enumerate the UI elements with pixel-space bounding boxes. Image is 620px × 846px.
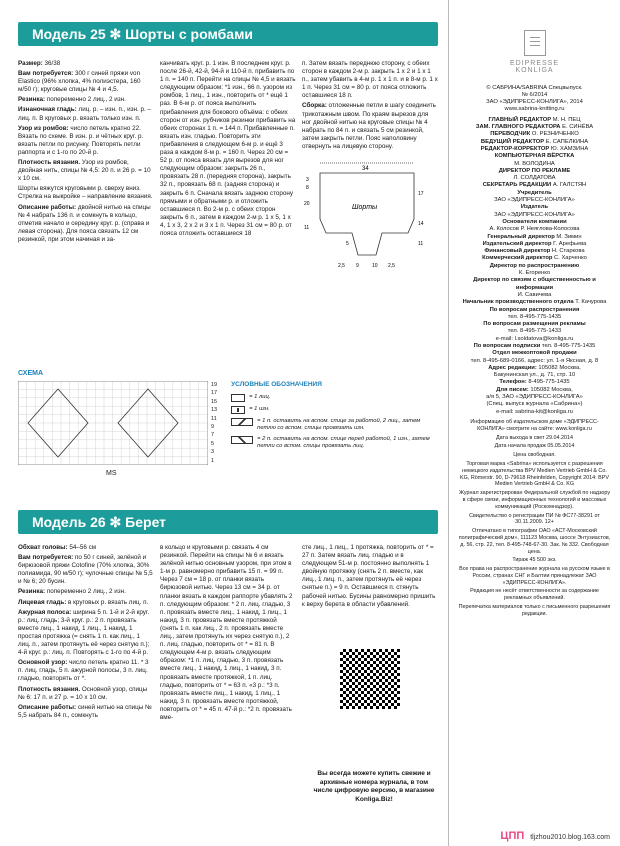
staff-role: СЕКРЕТАРЬ РЕДАКЦИИ <box>482 182 552 189</box>
model26-heading: Лицевая гладь: <box>18 598 67 606</box>
staff-line: ЗАМ. ГЛАВНОГО РЕДАКТОРА Е. СИНЁВА <box>475 124 594 131</box>
row-number: 9 <box>211 424 215 431</box>
staff-role: Издатель <box>520 204 549 211</box>
staff-role: Телефон: <box>499 379 527 386</box>
staff-role: По вопросам подписки <box>473 342 541 349</box>
model25-para: Узор из ромбов: число петель кратно 22. Вязать по схеме. В изн. р. и чётных круг. р. вязать петли по рисунку. Повторять петли раппорта и с 1-го по 20-й р. <box>18 124 144 156</box>
model26-para: Лицевая гладь: в круговых р. вязать лиц. п. <box>18 598 149 606</box>
legend-title: УСЛОВНЫЕ ОБОЗНАЧЕНИЯ <box>231 381 322 388</box>
staff-role: ЗАМ. ГЛАВНОГО РЕДАКТОРА <box>475 124 561 131</box>
staff-role: Отдел межкоптовой продажи <box>492 350 577 357</box>
staff-line <box>457 219 612 226</box>
imprint-line: ЗАО «ЭДИПРЕСС-КОНЛИГА», 2014 <box>486 99 583 106</box>
staff-line: ЗАО «ЭДИПРЕСС-КОНЛИГА» <box>494 211 575 218</box>
staff-line: тел. 8-495-775-1433 <box>507 328 562 335</box>
dim-label: 11 <box>418 241 424 248</box>
staff-line: По вопросам подписки тел. 8-495-775-1435 <box>473 342 596 349</box>
staff-role: ПЕРЕВОДЧИК <box>490 131 531 138</box>
qr-code[interactable] <box>340 649 400 709</box>
model26-para: Ажурная полоса: ширина 5 п. 1-й и 2-й круг. р.: лиц. гладь; 3-й круг. р.: 2 п. провязать вместе лиц., 1 накид, 1 лиц., 1 накид, 1 простая протяжка (= снять 1 п. как лиц., 1 лиц. п., затем протянуть её через снятую п.); 4-й круг. р.: лиц. п. Повторять с 1-го по 4-й р. <box>18 608 150 657</box>
dim-label: 14 <box>418 221 424 228</box>
model26-col3-text: сте лиц., 1 лиц., 1 протяжка, повторить от * = 27 п. Затем вязать лиц. гладью и в следующем 51-м р. постоянно выполнять 1 двойную протяжку (снять 2 п. вместе, как лиц., 1 лиц. п., затем протянуть её через снятые п.) = 9 п. Оставшиеся п. стянуть рабочей нитью. Бусины равномерно пришить к верху берета в области убавлений. <box>302 544 436 608</box>
dim-label: 9 <box>356 263 359 270</box>
row-number: 13 <box>211 407 218 414</box>
staff-line: e-mail: l.soldatova@konliga.ru <box>495 335 574 342</box>
model25-para: Описание работы: двойной нитью на спицы № 4 набрать 136 п. и сомкнуть в кольцо, отметив начало и середину круг. р. (справа и левая сторона). Для пояса связать 12 см резинкой, при этом начиная и за- <box>18 203 151 243</box>
staff-line <box>457 307 612 314</box>
staff-line: И. Савичева <box>517 291 552 298</box>
model26-banner: Модель 26 ✻ Берет <box>18 510 438 534</box>
staff-line: К. Егоренко <box>518 270 551 277</box>
info-line: Дата начала продаж 05.05.2014 <box>494 443 575 450</box>
dim-label: 11 <box>304 225 310 232</box>
footer-url: tljzhou2010.blog.163.com <box>530 834 610 841</box>
model25-para: Плотность вязания. Узор из ромбов, двойная нить, спицы № 4,5: 20 п. и 26 р. = 10 х 10 см. <box>18 159 151 183</box>
staff-line <box>457 204 612 211</box>
dim-label: 10 <box>372 263 378 270</box>
staff-line: (Спец. выпуск журнала «Сабрина») <box>486 401 583 408</box>
legend-item <box>231 394 438 402</box>
promo-text: Вы всегда можете купить свежие и архивные номера журнала, в том числе цифровую версию, в магазине Konliga.Biz! <box>313 770 435 803</box>
staff-role: Коммерческий директор <box>482 255 553 262</box>
model26-para: Плотность вязания. Основной узор, спицы № 6: 17 п. и 27 р. = 10 х 10 см. <box>18 685 148 701</box>
staff-role: КОМПЬЮТЕРНАЯ ВЁРСТКА <box>494 153 575 160</box>
staff-line <box>457 190 612 197</box>
model25-para: Вам потребуется: 300 г синей пряжи von Elastico (96% хлопка, 4% полиэстера, 160 м/50 г); круговые спицы № 4 и 4,5. <box>18 70 141 94</box>
legend-symbol <box>231 406 245 414</box>
model25-heading: Сборка: <box>302 102 327 110</box>
legend-item <box>231 406 438 414</box>
info-line: Редакция не несёт ответственности за содержание рекламных объявлений. <box>470 588 599 602</box>
staff-role: Издательский директор <box>482 240 552 247</box>
staff-line: Для писем: 105082 Москва, <box>496 386 573 393</box>
legend-text: = 2 п. оставить на вспом. спице перед работой, 1 изн., затем петли со вспом. спицы провязать лиц. <box>257 436 430 449</box>
model25-para: Изнаночная гладь: лиц. р. – изн. п., изн. р. – лиц. п. В круговых р. вязать только изн. п. <box>18 106 152 122</box>
logo-icon <box>524 30 546 56</box>
staff-line: Коммерческий директор С. Харченко <box>482 255 587 262</box>
dim-label: 2,5 <box>338 263 345 270</box>
staff-line: а/я 5, ЗАО «ЭДИПРЕСС-КОНЛИГА» <box>486 394 583 401</box>
row-number: 19 <box>211 382 218 388</box>
dim-label: 17 <box>418 191 424 198</box>
model25-heading: Размер: <box>18 60 43 67</box>
model25-heading: Резинка: <box>18 96 46 104</box>
dim-label: 2,5 <box>388 263 395 270</box>
staff-line: ВЕДУЩИЙ РЕДАКТОР Е. САПЕЛКИНА <box>480 138 589 145</box>
staff-role: РЕДАКТОР-КОРРЕКТОР <box>480 145 550 152</box>
staff-role: Начальник производственного отдела <box>462 299 574 306</box>
imprint-line: © САБРИНА/SABRINA Спецвыпуск. <box>486 84 583 91</box>
staff-line: тел. 8-495-689-0166, адрес: ул. 1-я Яксная, д. 8 <box>470 357 599 364</box>
ms-label: MS <box>106 470 117 477</box>
staff-line: ЗАО «ЭДИПРЕСС-КОНЛИГА» <box>494 197 575 204</box>
dim-34: 34 <box>362 166 369 173</box>
legend-symbol <box>231 418 253 426</box>
staff-role: Адрес редакции: <box>488 364 537 371</box>
info-line: Информацию об издательском доме «ЭДИПРЕСС-КОНЛИГА» смотрите на сайте: www.konliga.ru <box>470 418 599 432</box>
staff-line: Л. СОЛДАТОВА <box>513 175 556 182</box>
model26-para: Описание работы: синей нитью на спицы № 5,5 набрать 84 п., сомкнуть <box>18 703 152 719</box>
logo-line1: EDIPRESSE <box>509 60 560 67</box>
model26-para: Обхват головы: 54–56 см <box>18 544 97 551</box>
model25-heading: Изнаночная гладь: <box>18 106 77 114</box>
model25-para: Резинка: попеременно 2 лиц., 2 изн. <box>18 96 126 104</box>
legend-text: = 1 лиц. <box>249 394 271 400</box>
model26-col1 <box>18 544 154 722</box>
model25-heading: Описание работы: <box>18 203 77 211</box>
staff-line: e-mail: sabrina-kit@konliga.ru <box>496 408 573 415</box>
staff-line: Адрес редакции: 105082 Москва, <box>488 364 581 371</box>
staff-line: Бакунинская ул., д. 71, стр. 10 <box>493 372 576 379</box>
model26-heading: Обхват головы: <box>18 544 68 551</box>
shorts-pattern-diagram <box>302 159 436 279</box>
info-line: Свидетельство о регистрации ПИ № ФС77-38291 от 30.11.2009. 12+ <box>469 512 600 526</box>
staff-line <box>457 168 612 175</box>
staff-line: Телефон: 8-495-775-1435 <box>499 379 570 386</box>
row-number: 1 <box>211 457 215 464</box>
imprint-line: www.sabrina-knitting.ru <box>504 106 565 113</box>
logo-line2: KONLIGA <box>515 67 554 75</box>
staff-role: Директор по связям с общественностью и информации <box>473 277 596 291</box>
model26-para: Вам потребуется: по 50 г синей, зелёной и бирюзовой пряжи Cotofine (70% хлопка, 30% полиамида, 90 м/50 г); чулочные спицы № 5,5 и № 6; 20 бусин. <box>18 554 153 586</box>
model25-col2-text: канчивать круг. р. 1 изн. В последнем круг. р. после 26-й, 42-й, 94-й и 110-й п. прибавить по 1 п. = 140 п. Перейти на спицы № 4,5 и вязать следующим образом: *1 изн., 66 п. узором из ромбов, 1 лиц., 1 изн., повторить от * ещё 1 раз. В 6-м р. от пояса выполнить прибавления для бокового объёма: с обеих сторон от изн. рубчиков резинки прибавить на обеих сторонах 1 п. = 144 п. Прибавленные п. вязать изн. гладью. Повторить эти прибавления в следующем 6-м р. и ещё 3 раза в каждом 8-м р. = 160 п. Через 20 см = 52 р. от пояса вязать для вырезов для ног следующим образом: закрыть 26 п., провязать 28 п. (передняя сторона), закрыть 32 п., провязать 68 п. (задняя сторона) и закрыть 6 п. Сначала вязать заднюю сторону прямыми и обратными р. и отложить оставшиеся п. Во 2-м р. с обеих сторон закрыть 6 п., затем в каждом 2-м р. 1 х 5, 1 х 4, 1 х 3, 2 х 2 и 3 х 1 п. Через 31 см = 80 р. от пояса отложить оставшиеся 18 <box>160 60 296 237</box>
staff-line: А. Колосов Р. Неяглова-Колосова <box>489 226 580 233</box>
legend-text: = 1 п. оставить на вспом. спице за работой, 2 лиц., затем петлю со вспом. спицы провязать изн. <box>257 418 421 431</box>
row-number: 17 <box>211 390 218 397</box>
info-line: Все права на распространение журнала на русском языке в России, странах СНГ и Балтии принадлежат ЗАО «ЭДИПРЕСС-КОНЛИГА». <box>459 566 610 586</box>
info-line: Тираж 45 500 экз. <box>512 557 557 564</box>
model25-header <box>18 22 438 46</box>
staff-line: Генеральный директор М. Зимин <box>487 233 582 240</box>
model25-heading: Плотность вязания. <box>18 159 81 167</box>
staff-line <box>457 153 612 160</box>
model26-header <box>18 510 438 534</box>
staff-line: СЕКРЕТАРЬ РЕДАКЦИИ А. ГАЛСТЯН <box>482 182 587 189</box>
staff-line: Начальник производственного отдела Т. Качурова <box>462 299 607 306</box>
model25-col2 <box>160 60 296 282</box>
footer-logo: ЦПП <box>500 830 525 842</box>
legend-item <box>231 418 438 432</box>
info-line: Дата выхода в свет 29.04.2014 <box>496 434 573 441</box>
model26-para: Основной узор: число петель кратно 11. * 3 п. лиц. гладь, 5 п. ажурной полосы, 3 п. лиц. гладью, повторять от *. <box>18 659 149 683</box>
staff-line: тел. 8-495-775-1435 <box>507 313 562 320</box>
info-line: Торговая марка «Sabrina» используется с разрешения немецкого издательства BPV Medien Vertrieb GmbH & Co. KG, Römerstr. 90, D-79618 Rheinfelden, Copyright 2014: BPV Medien Vertrieb GmbH & Co. KG <box>460 460 609 488</box>
model26-col3 <box>302 544 438 722</box>
staff-line: РЕДАКТОР-КОРРЕКТОР Ю. ХАМЗИНА <box>480 145 589 152</box>
staff-role: По вопросам распространения <box>489 306 580 313</box>
legend-symbol <box>231 436 253 444</box>
staff-line <box>457 263 612 270</box>
staff-role: Учредитель <box>517 189 552 196</box>
row-number: 5 <box>211 440 215 447</box>
imprint-sidebar <box>448 0 620 846</box>
model26-para: Резинка: попеременно 2 лиц., 2 изн. <box>18 588 126 596</box>
staff-line: Финансовый директор Н. Старкова <box>484 248 585 255</box>
info-line: Журнал зарегистрирован Федеральной службой по надзору в сфере связи, информационных технологий и массовых коммуникаций (Роскомнадзор). <box>458 490 611 510</box>
staff-role: Директор по распространению <box>489 262 580 269</box>
staff-line: Издательский директор Г. Арефьева <box>482 240 587 247</box>
row-number: 3 <box>211 449 215 456</box>
model26-heading: Основной узор: <box>18 659 68 667</box>
staff-role: По вопросам размещения рекламы <box>483 321 586 328</box>
info-line: Цена свободная. <box>513 452 556 459</box>
staff-line: ПЕРЕВОДЧИК О. РЕЗНИЧЕНКО <box>490 131 579 138</box>
legend-item <box>231 436 438 450</box>
model26-heading: Ажурная полоса: <box>18 608 72 616</box>
imprint-line: № 6/2014 <box>521 91 548 98</box>
model25-col1 <box>18 60 154 282</box>
row-number: 11 <box>211 415 217 422</box>
staff-role: Основатели компании <box>502 218 567 225</box>
model25-heading: Вам потребуется: <box>18 70 74 78</box>
staff-role: ВЕДУЩИЙ РЕДАКТОР <box>480 138 545 145</box>
schema-title: СХЕМА <box>18 370 44 377</box>
model25-body <box>18 60 438 282</box>
model26-heading: Резинка: <box>18 588 46 596</box>
staff-role: Для писем: <box>496 386 529 393</box>
schema-chart <box>18 381 208 465</box>
staff-line <box>457 277 612 292</box>
row-number: 7 <box>211 432 215 439</box>
model25-para: Размер: 36/38 <box>18 60 61 67</box>
model26-body <box>18 544 438 722</box>
dim-label: 3 <box>306 177 309 184</box>
page-footer <box>500 830 610 842</box>
model25-para: Сборка: отложенные петли в шагу соединить трикотажным швом. По краям вырезов для ног двойной нитью на круговые спицы № 4 набрать по 84 п. и связать 5 см резинкой, затем закрыть петли. Пояс наполовину отвернуть на лицевую сторону. <box>302 102 436 150</box>
edipresse-logo <box>495 30 575 75</box>
knitting-schema <box>18 370 438 490</box>
staff-role: ГЛАВНЫЙ РЕДАКТОР <box>488 116 552 123</box>
model25-banner: Модель 25 ✻ Шорты с ромбами <box>18 22 438 46</box>
shorts-label: Шорты <box>352 204 378 212</box>
model26-heading: Описание работы: <box>18 703 77 711</box>
model25-heading: Узор из ромбов: <box>18 124 69 132</box>
staff-line <box>457 321 612 328</box>
staff-role: ДИРЕКТОР ПО РЕКЛАМЕ <box>498 167 571 174</box>
shorts-outline <box>320 173 414 255</box>
legend-text: = 1 изн. <box>249 406 270 412</box>
info-line: Отпечатано в типографии ОАО «АСТ-Московский полиграфический дом», 111123 Москва, шоссе Энтузиастов, д. 56, стр. 22, тел. 8-495-748-67-30. Зак. № 332. Свободная цена. <box>458 528 611 555</box>
model25-para: Шорты вяжутся круговыми р. сверху вниз. Стрелка на выкройке – направление вязания. <box>18 185 153 201</box>
info-line: Перепечатка материалов только с письменного разрешения редакции. <box>458 604 611 617</box>
row-number: 15 <box>211 398 218 405</box>
model25-para: п. Затем вязать переднюю сторону, с обеих сторон в каждом 2-м р. закрыть 1 х 2 и 1 х 1 п., затем убавить в 4-м р. 1 х 1 п. и в 8-м р. 1 х 1 п. Через 31 см = 80 р. от пояса отложить оставшиеся 18 п. <box>302 60 438 100</box>
dim-label: 20 <box>304 201 310 208</box>
model26-col2-text: в кольцо и круговыми р. связать 4 см резинкой. Перейти на спицы № 6 и вязать зелёной нитью основным узором, при этом в 1-м р. равномерно прибавить 15 п. = 99 п. Через 7 см = 18 р. от планки вязать бирюзовой нитью. Через 13 см = 34 р. от планки вязать в каждом раппорте убавлять 2 п. следующим образом: * 2 п. лиц. гладью, 3 п. провязать вместе лиц., 1 накид, 1 лиц., 1 накид, 3 п. провязать вместе протяжкой (снять 1 п. как лиц., 2 п. провязать вместе лиц., затем протянуть их через снятую п.), 2 п. лиц. гладью, повторить от * = 81 п. В следующем 4-м р. вязать следующим образом: *1 п. лиц. гладью, 3 п. провязать вместе лиц., 1 накид, 1 лиц., 1 накид, 3 п. провязать вместе протяжкой, 1 п. лиц. гладью, повторить от * = 63 п. «3 р.: *3 п. провязать вместе лиц., 1 накид, 1 лиц., 1 накид, 3 п. провязать вместе протяжкой, повторить от * = 45 п. 47-й р.: *2 п. провязать вме- <box>160 544 293 721</box>
model25-col3 <box>302 60 438 282</box>
dim-label: 5 <box>346 241 349 248</box>
model26-heading: Вам потребуется: <box>18 554 74 562</box>
staff-role: Генеральный директор <box>487 233 555 240</box>
staff-line <box>457 350 612 357</box>
legend-symbol <box>231 394 245 402</box>
model26-heading: Плотность вязания. <box>18 685 81 693</box>
staff-role: Финансовый директор <box>484 248 551 255</box>
dim-label: 8 <box>306 185 309 192</box>
staff-line: ГЛАВНЫЙ РЕДАКТОР М. Н. ПЕЦ <box>488 116 581 123</box>
staff-line: М. ВОЛОДИНА <box>514 160 555 167</box>
schema-row-numbers <box>211 381 217 465</box>
model26-col2 <box>160 544 296 722</box>
